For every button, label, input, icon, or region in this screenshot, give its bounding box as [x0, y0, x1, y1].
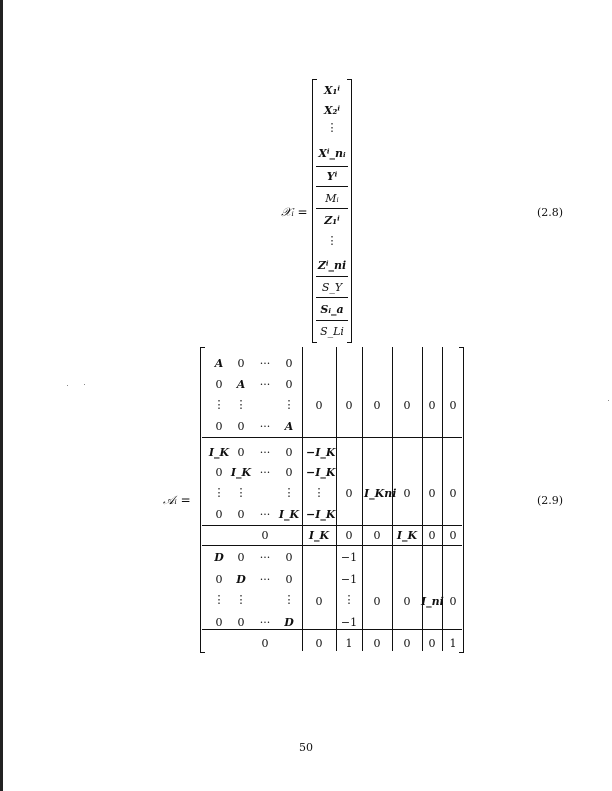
matrix-entry: I_ni [421, 595, 444, 608]
matrix-entry: 0 [449, 595, 457, 608]
matrix-entry: 0 [449, 487, 457, 500]
matrix-entry: A [214, 357, 224, 370]
matrix-entry: 0 [403, 637, 411, 650]
matrix-entry: 0 [315, 399, 323, 412]
matrix-entry: ··· [259, 551, 271, 564]
matrix-entry: 0 [237, 420, 245, 433]
matrix-entry: 0 [345, 487, 353, 500]
vector-entry: S_Y [321, 281, 343, 294]
matrix-entry: ··· [259, 508, 271, 521]
partition-line [336, 347, 337, 651]
matrix-entry: ⋮ [343, 593, 355, 606]
matrix-entry: −1 [340, 551, 358, 564]
matrix-entry: 0 [428, 487, 436, 500]
scan-binding-edge [0, 0, 3, 791]
eq28-lhs: 𝒳ᵢ = [281, 205, 308, 219]
matrix-entry: −I_K [306, 446, 336, 459]
matrix-entry: 0 [285, 573, 293, 586]
partition-line [316, 208, 348, 209]
matrix-entry: A [236, 378, 246, 391]
matrix-entry: 0 [215, 508, 223, 521]
vector-entry: Sᵢ_a [320, 303, 344, 316]
vector-entry: Xⁱ_nᵢ [318, 147, 346, 160]
matrix-entry: I_K [396, 529, 418, 542]
matrix-entry: ⋮ [235, 593, 247, 606]
vector-entry: X₁ⁱ [324, 84, 340, 97]
matrix-entry: 0 [285, 446, 293, 459]
matrix-entry: 1 [449, 637, 457, 650]
matrix-entry: 0 [215, 378, 223, 391]
matrix-entry: 0 [285, 378, 293, 391]
partition-line [316, 320, 348, 321]
matrix-entry: I_Kni [364, 487, 397, 500]
matrix-entry: I_K [208, 446, 230, 459]
matrix-entry: 0 [215, 616, 223, 629]
matrix-entry: ⋮ [313, 486, 325, 499]
matrix-entry: 0 [237, 508, 245, 521]
matrix-entry: 0 [215, 420, 223, 433]
matrix-entry: ⋮ [283, 593, 295, 606]
scan-speck [84, 384, 85, 385]
matrix-entry: ⋮ [283, 398, 295, 411]
matrix-entry: −I_K [306, 466, 336, 479]
vector-entry: S_Li [320, 325, 344, 338]
matrix-entry: −1 [340, 616, 358, 629]
eq29-matrix [202, 347, 462, 651]
matrix-entry: 0 [428, 637, 436, 650]
vector-entry: ⋮ [326, 234, 338, 247]
matrix-entry: 0 [285, 357, 293, 370]
matrix-entry: 0 [237, 357, 245, 370]
partition-line [202, 545, 462, 546]
partition-line [316, 166, 348, 167]
matrix-entry: 0 [345, 399, 353, 412]
vector-entry: Z₁ⁱ [324, 214, 340, 227]
matrix-entry: 0 [373, 637, 381, 650]
partition-line [202, 437, 462, 438]
matrix-entry: 0 [285, 551, 293, 564]
matrix-entry: −1 [340, 573, 358, 586]
matrix-entry: D [214, 551, 224, 564]
equation-number: (2.9) [537, 494, 564, 507]
partition-line [202, 525, 462, 526]
matrix-entry: 0 [315, 595, 323, 608]
matrix-entry: ⋮ [213, 398, 225, 411]
matrix-entry: D [284, 616, 294, 629]
matrix-entry: ··· [259, 573, 271, 586]
matrix-entry: 0 [261, 529, 269, 542]
partition-line [316, 186, 348, 187]
matrix-entry: ⋮ [283, 486, 295, 499]
partition-line [302, 347, 303, 651]
matrix-entry: ··· [259, 378, 271, 391]
matrix-entry: ⋮ [235, 398, 247, 411]
matrix-entry: 1 [345, 637, 353, 650]
scan-speck [608, 400, 609, 401]
vector-entry: Mᵢ [325, 192, 339, 205]
matrix-entry: ⋮ [213, 593, 225, 606]
matrix-entry: 0 [237, 551, 245, 564]
matrix-entry: 0 [215, 573, 223, 586]
equation-number: (2.8) [537, 206, 564, 219]
page-number: 50 [299, 741, 313, 754]
partition-line [316, 297, 348, 298]
matrix-entry: 0 [428, 529, 436, 542]
scan-speck [67, 385, 68, 386]
matrix-entry: ··· [259, 420, 271, 433]
partition-line [362, 347, 363, 651]
eq29-lhs: 𝒜ᵢ = [163, 493, 191, 507]
matrix-entry: I_K [278, 508, 300, 521]
vector-entry: X₂ⁱ [324, 104, 340, 117]
matrix-entry: −I_K [306, 508, 336, 521]
matrix-entry: ··· [259, 357, 271, 370]
matrix-entry: A [284, 420, 294, 433]
matrix-entry: ··· [259, 446, 271, 459]
matrix-entry: 0 [428, 399, 436, 412]
partition-line [316, 276, 348, 277]
matrix-entry: 0 [449, 399, 457, 412]
left-bracket [200, 347, 205, 653]
matrix-entry: ⋮ [213, 486, 225, 499]
matrix-entry: D [236, 573, 246, 586]
matrix-entry: 0 [403, 399, 411, 412]
matrix-entry: 0 [237, 446, 245, 459]
matrix-entry: ··· [259, 616, 271, 629]
partition-line [202, 629, 462, 630]
matrix-entry: 0 [373, 595, 381, 608]
matrix-entry: 0 [215, 466, 223, 479]
vector-entry: Yⁱ [326, 170, 338, 183]
matrix-entry: I_K [230, 466, 252, 479]
matrix-entry: 0 [285, 466, 293, 479]
vector-entry: Zⁱ_ni [317, 259, 347, 272]
matrix-entry: 0 [345, 529, 353, 542]
matrix-entry: 0 [449, 529, 457, 542]
matrix-entry: 0 [237, 616, 245, 629]
matrix-entry: 0 [403, 595, 411, 608]
matrix-entry: 0 [261, 637, 269, 650]
matrix-entry: 0 [403, 487, 411, 500]
matrix-entry: I_K [308, 529, 330, 542]
matrix-entry: 0 [315, 637, 323, 650]
matrix-entry: ⋮ [235, 486, 247, 499]
vector-entry: ⋮ [326, 121, 338, 134]
matrix-entry: 0 [373, 529, 381, 542]
matrix-entry: ··· [259, 466, 271, 479]
matrix-entry: 0 [373, 399, 381, 412]
